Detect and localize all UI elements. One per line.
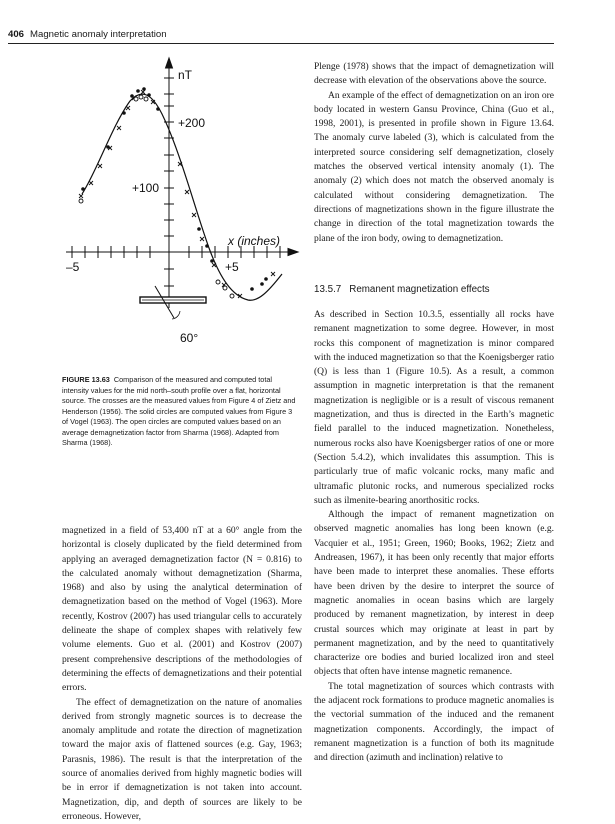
computed-open-circles [79, 95, 234, 298]
y-unit-label: nT [178, 68, 193, 82]
y-tick-label-200: +200 [178, 116, 206, 130]
figure-label: FIGURE 13.63 [62, 375, 110, 384]
caption-text: Comparison of the measured and computed total intensity values for the mid north–south profile over a flat, horizontal source. The crosses are the measured values from Figure 4 of Zietz and Henderson (1956). The solid circles are computed values from Figure 3 of Vogel (1963). The open circles are computed values based on an average demagnetization factor from Sharma (1968). Adapted from Sharma (1968). [62, 375, 296, 448]
right-paragraph-1: Plenge (1978) shows that the impact of demagnetization will decrease with elevation of the observations above the source. [314, 62, 554, 87]
header-rule [8, 43, 554, 44]
running-header [8, 29, 167, 40]
left-paragraph-2: The effect of demagnetization on the nature of anomalies derived from strongly magnetic sources is to decrease the anomaly amplitude and rotate the direction of magnetization toward the major axis of flattened sources (e.g. Gay, 1963; Parasnis, 1986). The result is that the interpretation of the source of anomalies derived from highly magnetic bodies will be in error if demagnetization is not taken into account. Magnetization, dip, and depth of sources are likely to be erroneous. However, [62, 697, 302, 822]
right-paragraph-5: The total magnetization of sources which contrasts with the adjacent rock formations to produce magnetic anomalies is the vectorial summation of the induced and the remanent magnetization components. Accordingly, the impact of remanent magnetization is a function of both its magnitude and direction (azimuth and inclination) relative to [314, 681, 554, 764]
angle-arc [172, 311, 180, 319]
page-number: 406 [8, 29, 25, 40]
section-title: Remanent magnetization effects [349, 284, 490, 295]
right-column-top [314, 60, 554, 246]
y-tick-label-100: +100 [132, 181, 160, 195]
left-column [62, 524, 302, 824]
left-paragraph-1: magnetized in a field of 53,400 nT at a 60° angle from the horizontal is closely duplicated by the field determined from applying an averaged demagnetization factor (N = 0.816) to the calculated anomaly without demagnetization (Sharma, 1968) and also by using the analytical determination of demagnetization based on the method of Vogel (1963). More recently, Kostrov (2007) has used triangular cells to accurately delineate the shape of complex shapes with relatively few volume elements. Guo et al. (2001) and Kostrov (2007) present comprehensive descriptions of the methodologies of determining the effects of demagnetizations and their potential errors. [62, 526, 302, 694]
figure-13-63 [62, 56, 302, 356]
computed-solid-circles [81, 87, 268, 291]
x-tick-label-pos5: +5 [225, 260, 239, 274]
y-axis-arrow [166, 58, 173, 68]
right-column-bottom [314, 308, 554, 766]
running-title: Magnetic anomaly interpretation [30, 29, 167, 40]
right-paragraph-3: As described in Section 10.3.5, essentially all rocks have remanent magnetization to some degree. However, in most rocks this component of magnetization is minor compared with the induced magnetization so that the Koenigsberger ratio (Q) is less than 1 (Figure 10.5). As a result, a common assumption in magnetic interpretation is that the remanent magnetization is negligible or is a result of viscous remanent magnetization, and thus is directed in the Earth’s magnetic field parallel to the induced magnetization. Nonetheless, numerous rocks also have Koenigsberger ratios of one or more (Section 5.4.2), which invalidates this assumption. This is particularly true of mafic volcanic rocks, many mafic and ultramafic plutonic rocks, and numerous specialized rocks such as ilmenite-bearing anorthositic rocks. [314, 310, 554, 506]
measured-crosses [79, 90, 275, 298]
x-axis-arrow [288, 249, 298, 256]
right-paragraph-4: Although the impact of remanent magnetization on observed magnetic anomalies has long been known (e.g. Vacquier et al., 1951; Green, 1960; Books, 1962; Zietz and Andreasen, 1967), it has been only recently that major efforts have been made to interpret these anomalies. These efforts have been driven by the desire to interpret the source of magnetic anomalies in ocean basins which are largely produced by remanent magnetization, by interest in deep crustal sources which may originate at least in part by permanent magnetization, and by the need to quantitatively characterize ore bodies and buried localized iron and steel objects that often have intense magnetic remanence. [314, 510, 554, 678]
angle-label: 60° [180, 331, 199, 345]
section-heading [314, 284, 490, 295]
section-number: 13.5.7 [314, 284, 342, 295]
x-tick-label-neg5: –5 [66, 260, 80, 274]
right-paragraph-2: An example of the effect of demagnetization on an iron ore body located in western Gansu Province, China (Guo et al., 1998, 2001), is presented in profile shown in Figure 13.64. The anomaly curve labeled (3), which is calculated from the interpreted source considering self demagnetization, closely matches the observed vertical intensity anomaly (1). The anomaly (2) which does not match the observed anomaly is calculated without considering demagnetization. The directions of magnetizations shown in the figure illustrate the change in direction of the total magnetization towards the plane of the iron body, owing to demagnetization. [314, 90, 554, 244]
figure-caption [62, 375, 300, 449]
x-axis-label: x (inches) [228, 234, 281, 248]
